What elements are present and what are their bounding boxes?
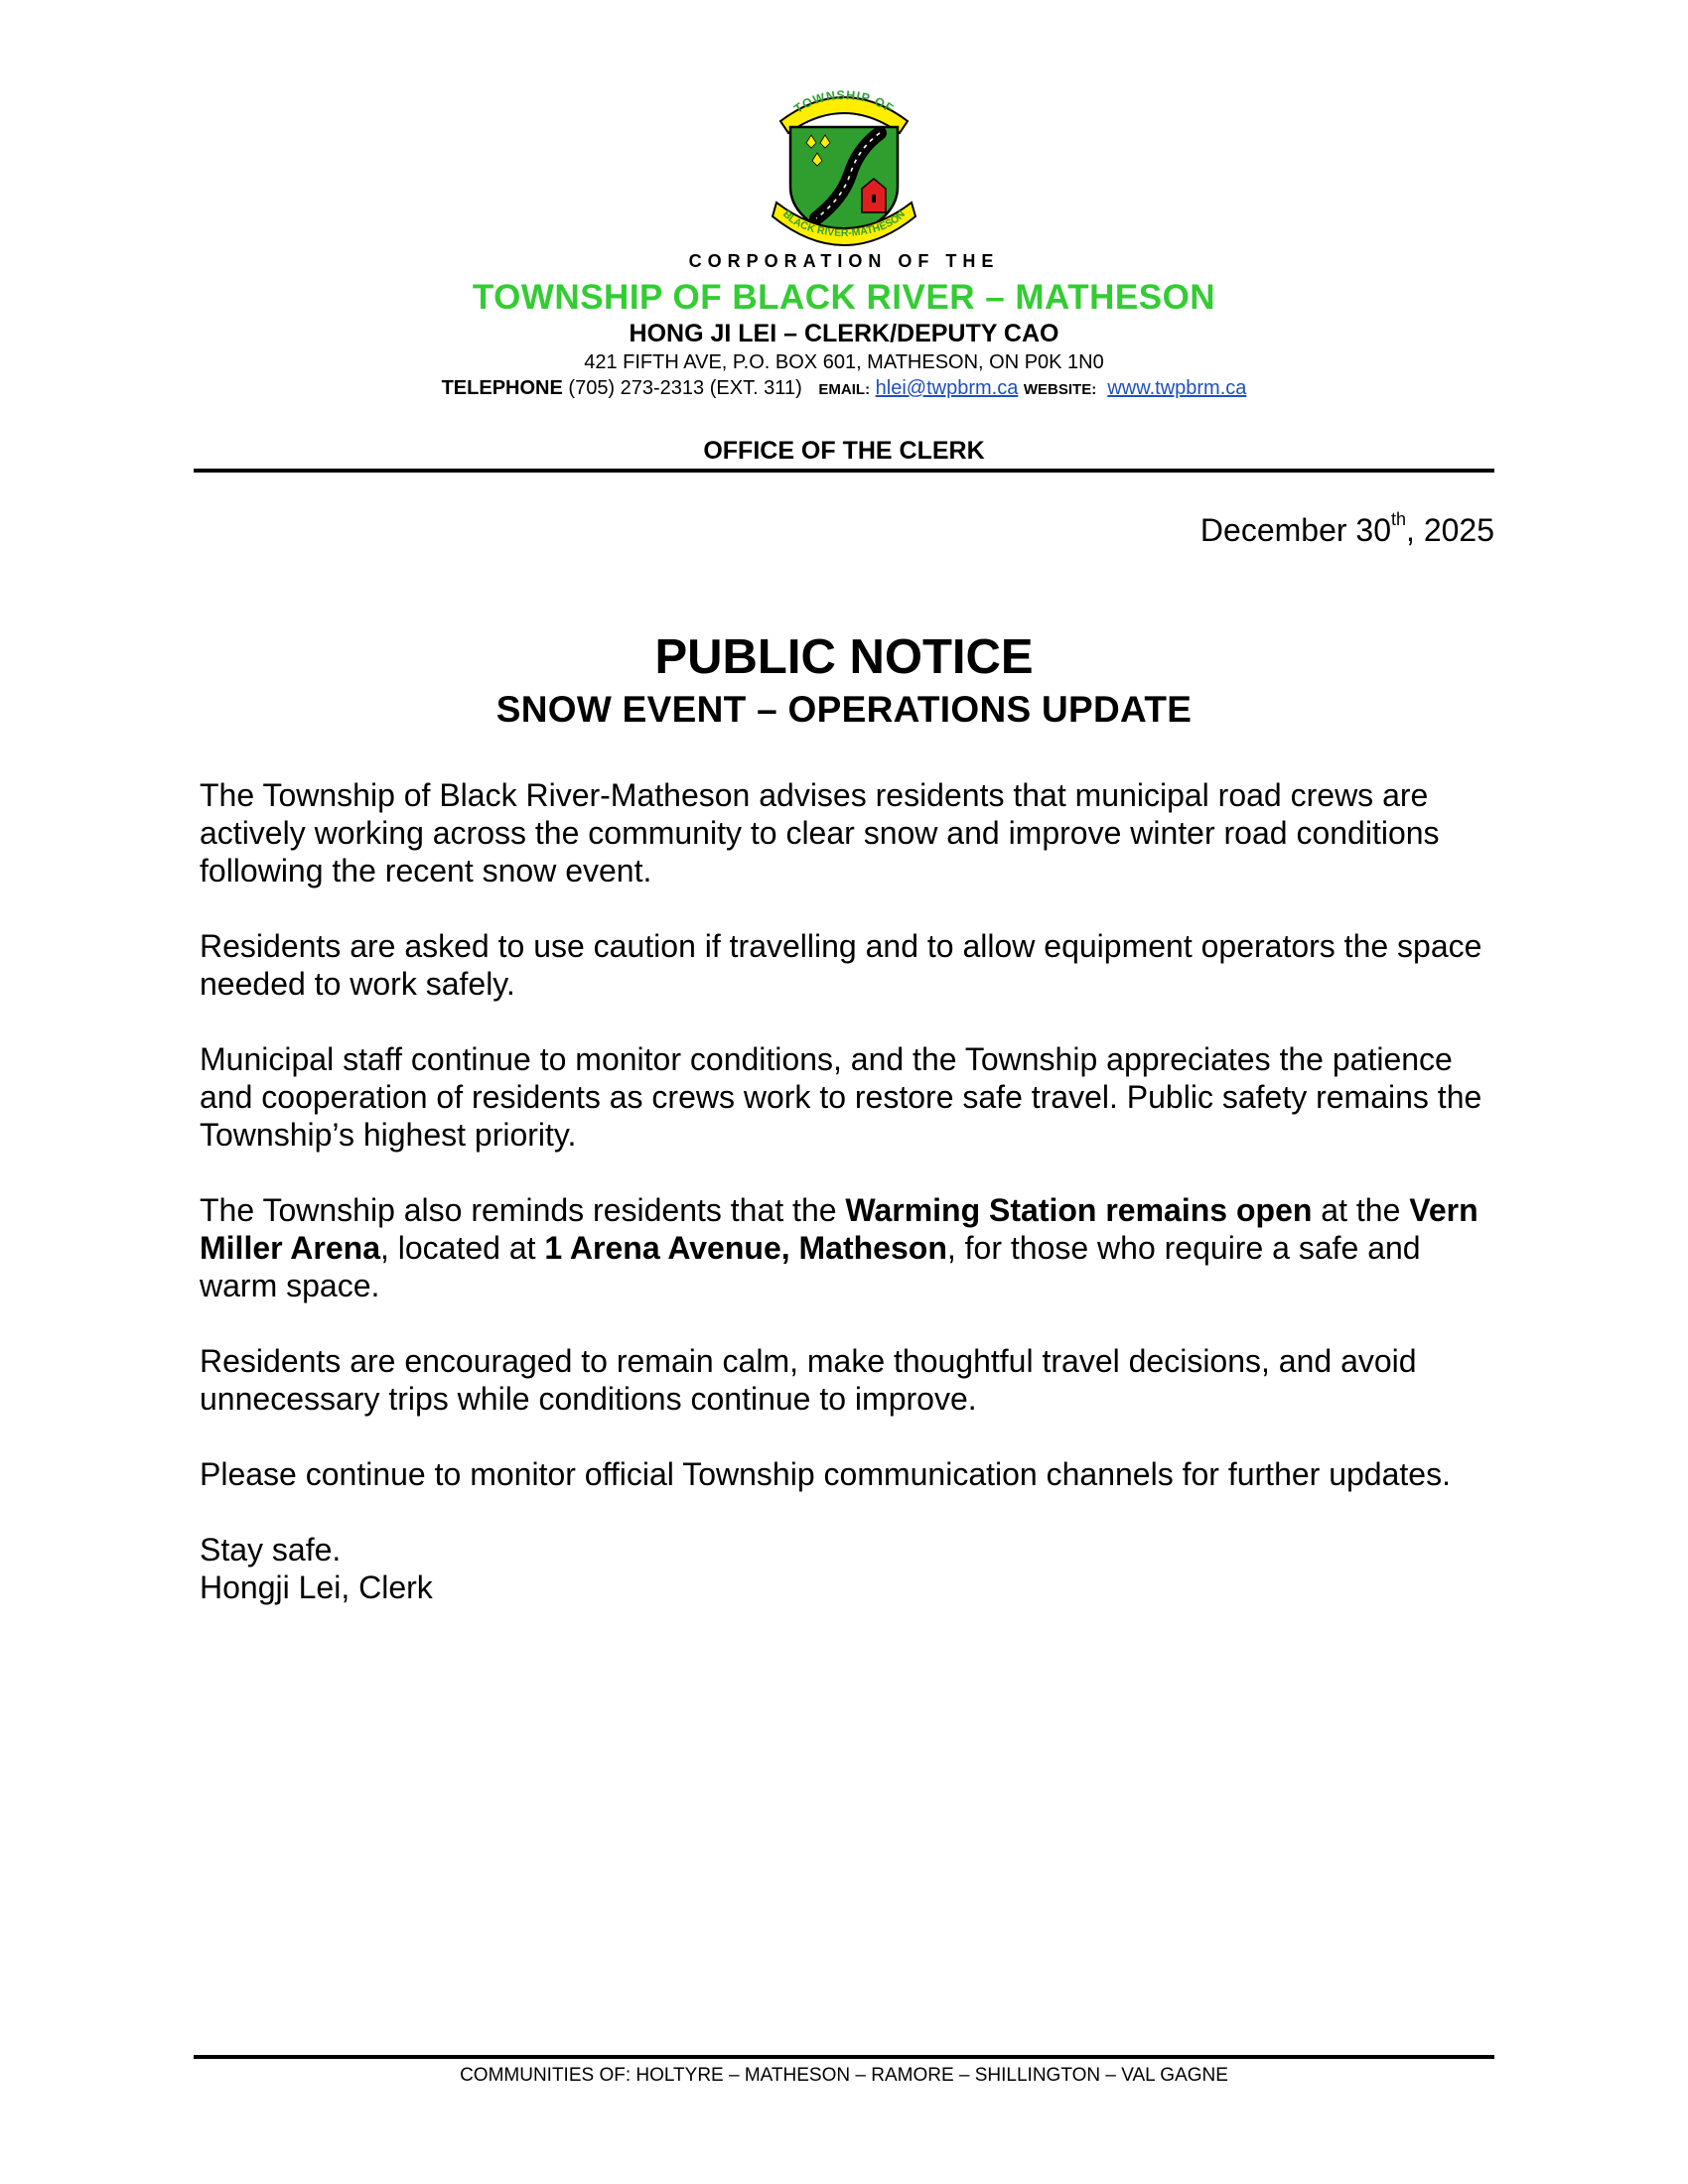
body-paragraph-4 — [200, 1191, 1500, 1304]
closing-line: Stay safe. — [200, 1532, 342, 1568]
body-paragraph-2: Residents are asked to use caution if travelling and to allow equipment operators the space needed to work safely. — [200, 928, 1482, 1002]
body-paragraph-6: Please continue to monitor official Township communication channels for further updates. — [200, 1456, 1451, 1492]
body-paragraph-3: Municipal staff continue to monitor conditions, and the Township appreciates the patience and cooperation of residents as crews work to restore safe travel. Public safety remains the Township’s highest priority. — [200, 1041, 1482, 1153]
contact-line — [0, 377, 1688, 400]
telephone-value: (705) 273-2313 (EXT. 311) — [568, 377, 802, 399]
website-label: WEBSITE: — [1023, 381, 1097, 398]
crest-top-text: TOWNSHIP OF — [791, 87, 897, 116]
email-label: EMAIL: — [818, 381, 871, 398]
date-suffix: th — [1391, 509, 1407, 530]
footer-communities: COMMUNITIES OF: HOLTYRE – MATHESON – RAMORE – SHILLINGTON – VAL GAGNE — [460, 2065, 1228, 2086]
mailing-address: 421 FIFTH AVE, P.O. BOX 601, MATHESON, ON P0K 1N0 — [584, 351, 1104, 373]
corporation-of-the-line: CORPORATION OF THE — [688, 251, 1000, 271]
crest-bottom-text: BLACK RIVER-MATHESON — [779, 207, 909, 239]
township-crest-logo — [763, 79, 925, 248]
warming-station-text: Warming Station remains open — [845, 1192, 1313, 1228]
website-link[interactable]: www.twpbrm.ca — [1107, 377, 1247, 399]
arena-name: Vern Miller Arena — [200, 1192, 1478, 1266]
email-link[interactable]: hlei@twpbrm.ca — [875, 377, 1019, 399]
office-title: OFFICE OF THE CLERK — [703, 437, 985, 465]
clerk-line: HONG JI LEI – CLERK/DEPUTY CAO — [629, 320, 1059, 347]
township-name: TOWNSHIP OF BLACK RIVER – MATHESON — [472, 278, 1216, 317]
notice-subtitle: SNOW EVENT – OPERATIONS UPDATE — [495, 689, 1193, 730]
footer-divider — [194, 2055, 1494, 2059]
notice-title: PUBLIC NOTICE — [654, 630, 1034, 684]
telephone-label: TELEPHONE — [441, 377, 563, 399]
body-paragraph-1: The Township of Black River-Matheson advises residents that municipal road crews are actively working across the community to clear snow and improve winter road conditions following the recent snow event. — [200, 777, 1440, 888]
p4-text-e: , located at — [379, 1230, 545, 1266]
signature-line: Hongji Lei, Clerk — [200, 1570, 433, 1605]
header-divider — [194, 469, 1494, 473]
p4-text-c: at the — [1312, 1192, 1410, 1228]
notice-body — [200, 776, 1500, 1606]
date-year: , 2025 — [1406, 512, 1494, 548]
p4-text-g: , for those who require a safe and warm space. — [200, 1230, 1421, 1303]
body-paragraph-5: Residents are encouraged to remain calm, make thoughtful travel decisions, and avoid unnecessary trips while conditions continue to improve. — [200, 1343, 1417, 1417]
date-main: December 30 — [1199, 512, 1392, 548]
notice-date — [1199, 509, 1494, 549]
p4-text-a: The Township also reminds residents that the — [200, 1192, 846, 1228]
arena-address: 1 Arena Avenue, Matheson — [544, 1230, 947, 1266]
